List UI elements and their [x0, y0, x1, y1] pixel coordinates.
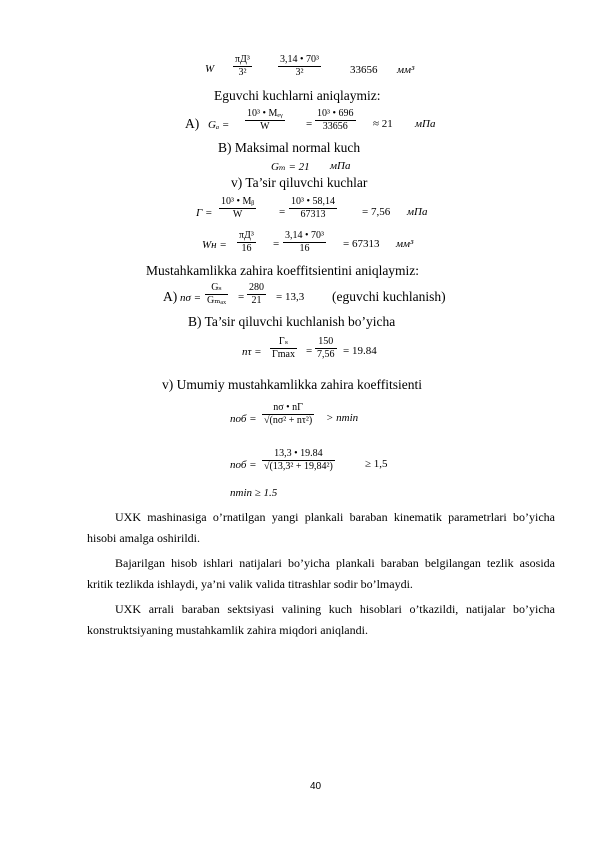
paragraph: Bajarilgan hisob ishlari natijalari bo’yicha plankali baraban belgilangan tezlik asosida kritik tezlikda ishlaydi, ya’ni valik valida titrashlar sodir bo’lmaydi.: [87, 556, 555, 591]
heading-mustahkamlik: Mustahkamlikka zahira koeffitsientini aniqlaymiz:: [146, 263, 420, 278]
heading-tasir: v) Ta’sir qiluvchi kuchlar: [231, 175, 368, 190]
fraction: $\frac{13,3 • 19.84}{\text{√(13,3² + 19,84²)}}$: [264, 448, 333, 472]
fraction: Гₛ Гmax: [272, 336, 295, 360]
page-number: 40: [310, 781, 322, 792]
fraction: Gₛ Gₘₐₓ: [207, 282, 226, 306]
heading-tasir-kuchlanish: B) Ta’sir qiluvchi kuchlanish bo’yicha: [188, 314, 396, 329]
heading-umumiy: v) Umumiy mustahkamlikka zahira koeffitsienti: [162, 377, 422, 392]
fraction: $\frac{150}{7,56}$: [317, 336, 335, 360]
heading-eguvchi: Eguvchi kuchlarni aniqlaymiz:: [214, 88, 381, 103]
fraction: πД³ 16: [239, 230, 254, 254]
paragraph: UXK mashinasiga o’rnatilgan yangi plankali baraban kinematik parametrlari bo’yicha hisobi amalga oshirildi.: [87, 510, 555, 545]
fraction: $\frac{\text{10³ • 696}}{33656}$: [317, 108, 354, 132]
fraction: $\frac{\text{10³ • 58,14}}{67313}$: [291, 196, 335, 220]
fraction: $\frac{\text{10³ • Mᵦ}}{W}$: [221, 196, 255, 220]
paragraph: UXK arrali baraban sektsiyasi valining kuch hisoblari o’tkazildi, natijalar bo’yicha konstruktsiyaning mustahkamlik zahira miqdori aniqlandi.: [87, 602, 555, 637]
fraction: 10³ • Mₑᵧ W: [247, 108, 283, 132]
fraction: $\frac{280}{21}$: [249, 282, 264, 306]
heading-maksimal: B) Maksimal normal kuch: [218, 140, 361, 155]
fraction: $\frac{\text{3,14 • 70³}}{16}$: [285, 230, 324, 254]
fraction: πД³ 3²: [235, 54, 250, 78]
formula-n-min: nmin ≥ 1.5: [230, 487, 278, 499]
fraction: $\frac{\text{3,14 • 70³}}{\text{3²}}$: [280, 54, 319, 78]
fraction: nσ • nГ √(nσ² + nτ²): [264, 402, 313, 426]
